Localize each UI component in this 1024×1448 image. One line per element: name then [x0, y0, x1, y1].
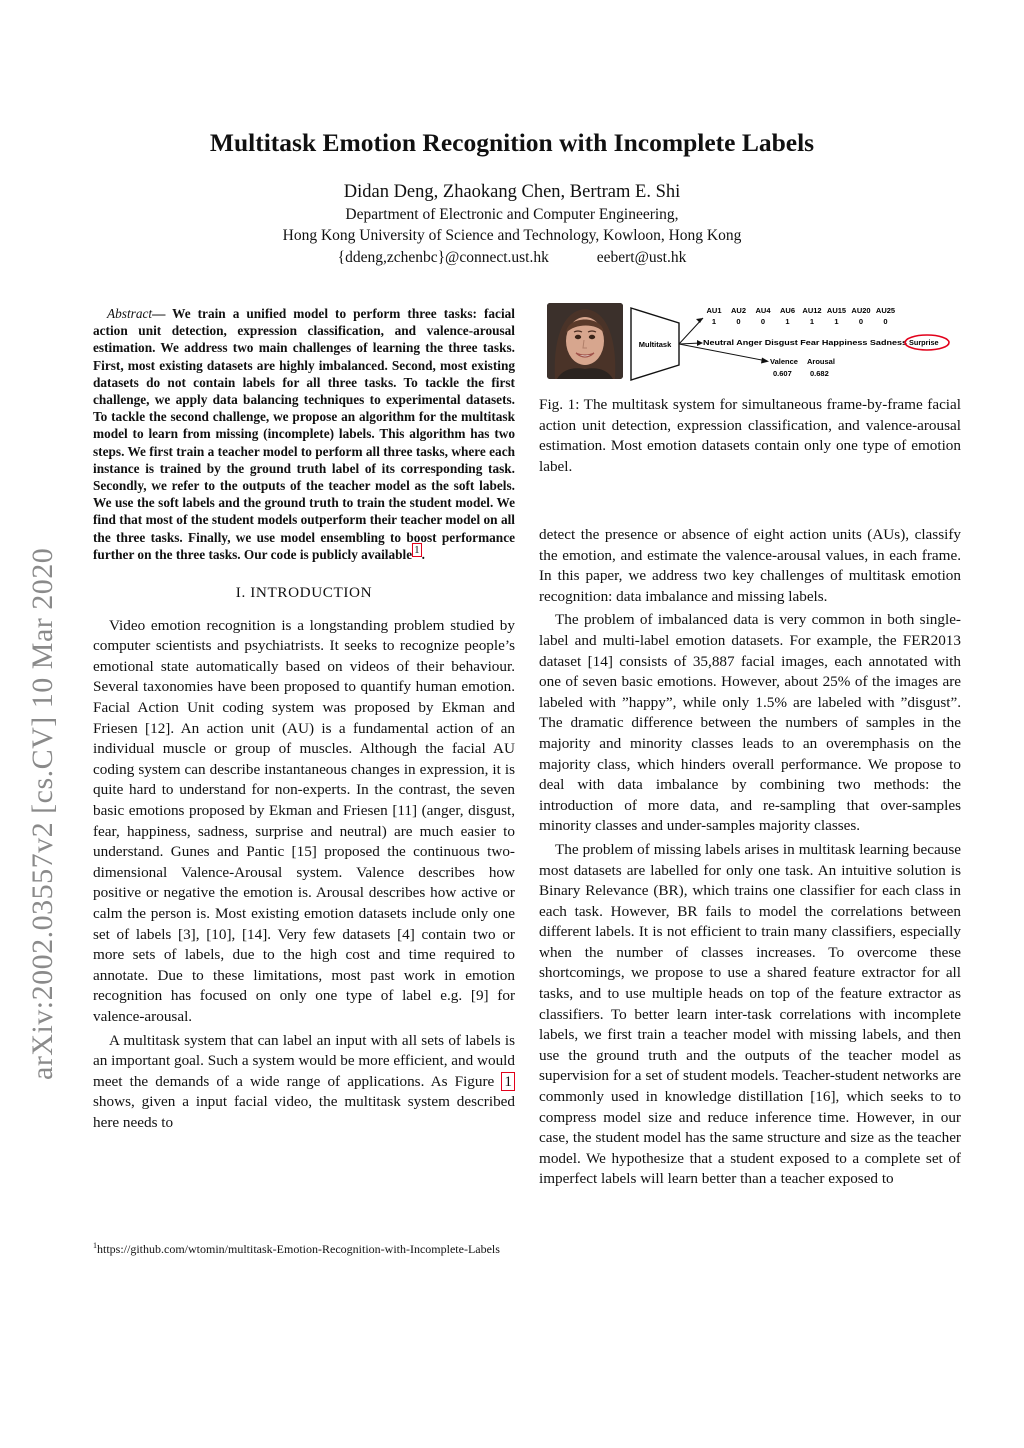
au-value-au2: 0: [736, 317, 741, 326]
au-name-au12: AU12: [802, 306, 822, 315]
valence-label: Valence: [770, 357, 798, 366]
footnote-mark: 1: [93, 1241, 97, 1250]
au-name-au1: AU1: [706, 306, 722, 315]
expression-selected-label: Surprise: [909, 338, 939, 347]
au-name-au4: AU4: [755, 306, 771, 315]
intro-paragraph-4: The problem of imbalanced data is very common in both single-label and multi-label emotion datasets. For example, the FER2013 dataset [14] consists of 35,887 facial images, each annotated with one of seven basic emotions. However, about 25% of the images are labeled with ”happy”, while only 1.5% are labeled with ”disgust”. The dramatic difference between the numbers of samples in the majority and minority classes leads to an overemphasis on the majority class, which hinders overall performance. We propose to deal with data imbalance by combining two methods: the introduction of more data, and re-sampling that over-samples minority classes and under-samples majority classes.: [539, 611, 961, 835]
author-emails: [0, 249, 1024, 267]
intro-paragraph-5: The problem of missing labels arises in multitask learning because most datasets are labelled for only one task. An intuitive solution is Binary Relevance (BR), which trains one classifier for each class in each task. However, BR fails to model the correlations between different labels. It is not efficient to train many classifiers, especially when the number of classes increases. To overcome these shortcomings, we propose to use a shared feature extractor for all tasks, and to use multiple heads on top of the feature extractor as classifiers. To better learn inter-task correlations with incomplete labels, we first train a teacher model with missing labels, and then use the ground truth and the outputs of the teacher model as supervision for a set of student models. Teacher-student networks are commonly used in knowledge distillation [16], which seeks to to compress model size and reduce inference time. However, in our case, the student model has the same structure and size as the teacher model. We hypothesize that a student exposed to a complete set of imperfect labels will learn better than a teacher exposed to: [539, 840, 961, 1188]
intro-paragraph-3: detect the presence or absence of eight action units (AUs), classify the emotion, and estimate the valence-arousal values, in each frame. In this paper, we address two key challenges of multitask emotion recognition: data imbalance and missing labels.: [539, 526, 961, 605]
arrow-head-au: [696, 318, 703, 323]
au-value-au4: 0: [760, 317, 766, 326]
arousal-label: Arousal: [807, 357, 835, 366]
multitask-block-label: Multitask: [638, 340, 672, 349]
au-value-au20: 0: [858, 317, 864, 326]
figure-1: [545, 303, 965, 385]
expression-labels: Neutral Anger Disgust Fear Happiness Sadness: [703, 338, 907, 347]
abstract-end: .: [421, 546, 425, 562]
arxiv-identifier: arXiv:2002.03557v2 [cs.CV] 10 Mar 2020: [26, 547, 59, 1080]
intro-paragraph-2-start: A multitask system that can label an input with all sets of labels is an important goal. Such a system would be more efficient, and would meet the demands of a wide range of applications. As Figure: [93, 1031, 515, 1090]
intro-paragraph-1: Video emotion recognition is a longstanding problem studied by computer scientists and psychiatrists. It seeks to recognize people’s emotional state automatically based on videos of their behaviour. Several taxonomies have been proposed to quantify human emotion. Facial Action Unit coding system was proposed by Ekman and Friesen [12]. An action unit (AU) is a fundamental action of an individual muscle or group of muscles. Although the facial AU coding system can describe instantaneous changes in expression, it is quite hard to understand for non-experts. In the contrast, the seven basic emotions proposed by Ekman and Friesen [11] (anger, disgust, fear, happiness, sadness, surprise and neutral) are much easier to understand. Gunes and Pantic [15] proposed the continuous two-dimensional Valence-Arousal system. Valence describes how positive or negative the emotion is. Arousal describes how active or calm the person is. Most existing emotion datasets include only one set of labels [3], [10], [14]. Very few datasets [4] contain two or more sets of labels, due to the high cost and time required to annotate. Due to these limitations, most past work in emotion recognition has focused on only one type of label e.g. [9] for valence-arousal.: [93, 616, 515, 1025]
figure-1-caption: Fig. 1: The multitask system for simultaneous frame-by-frame facial action unit detection, expression classification, and valence-arousal estimation. Most emotion datasets contain only one type of emotion label.: [539, 396, 961, 475]
intro-paragraph-2: [93, 1031, 515, 1134]
section-heading-introduction: I. INTRODUCTION: [235, 584, 373, 602]
paper-title: Multitask Emotion Recognition with Incomplete Labels: [209, 128, 815, 157]
au-name-au6: AU6: [779, 306, 796, 315]
email-secondary[interactable]: eebert@ust.hk: [596, 249, 687, 266]
au-value-au25: 0: [883, 317, 888, 326]
arrow-head-va: [761, 358, 769, 364]
valence-value: 0.607: [773, 369, 792, 378]
au-value-au6: 1: [785, 317, 790, 326]
left-column: [93, 305, 515, 1133]
au-value-au15: 1: [834, 317, 839, 326]
author-list: Didan Deng, Zhaokang Chen, Bertram E. Shi: [343, 182, 681, 202]
au-name-au2: AU2: [730, 306, 747, 315]
affiliation-university: Hong Kong University of Science and Technology, Kowloon, Hong Kong: [282, 227, 742, 244]
abstract-label: Abstract: [107, 306, 153, 321]
email-primary[interactable]: {ddeng,zchenbc}@connect.ust.hk: [337, 249, 549, 266]
au-output-group: [706, 306, 895, 326]
au-value-au1: 1: [711, 317, 717, 326]
abstract-dash: —: [152, 306, 166, 321]
right-column: [539, 525, 961, 1190]
footnote-ref-link[interactable]: 1: [414, 544, 420, 557]
footnote: [93, 1238, 515, 1258]
multitask-diagram: [545, 303, 965, 385]
figure-ref-link[interactable]: 1: [501, 1072, 515, 1091]
abstract-text: We train a unified model to perform three tasks: facial action unit detection, expression classification, and valence-arousal estimation. We address two main challenges of learning the three tasks. First, most existing datasets are highly imbalanced. Second, most existing datasets do not contain labels for all three tasks. To tackle the first challenge, we apply data balancing techniques to experimental datasets. To tackle the second challenge, we propose an algorithm for the multitask model to learn from missing (incomplete) labels. This algorithm has two steps. We first train a teacher model to perform all three tasks, where each instance is trained by the ground truth label of its corresponding task. Secondly, we refer to the outputs of the teacher model as the soft labels. We use the soft labels and the ground truth to train the student model. We find that most of the student models outperform their teacher model on all the three tasks. Finally, we use model ensembling to boost performance further on the three tasks. Our code is publicly available: [93, 306, 515, 562]
au-value-au12: 1: [809, 317, 815, 326]
footnote-url[interactable]: https://github.com/wtomin/multitask-Emotion-Recognition-with-Incomplete-Labels: [97, 1242, 500, 1256]
au-name-au20: AU20: [851, 306, 871, 315]
intro-paragraph-2-end: shows, given a input facial video, the multitask system described here needs to: [93, 1093, 515, 1131]
arousal-value: 0.682: [810, 369, 829, 378]
affiliation-department: Department of Electronic and Computer Engineering,: [345, 206, 679, 223]
abstract: [93, 305, 515, 563]
au-name-au15: AU15: [826, 306, 847, 315]
au-name-au25: AU25: [875, 306, 896, 315]
